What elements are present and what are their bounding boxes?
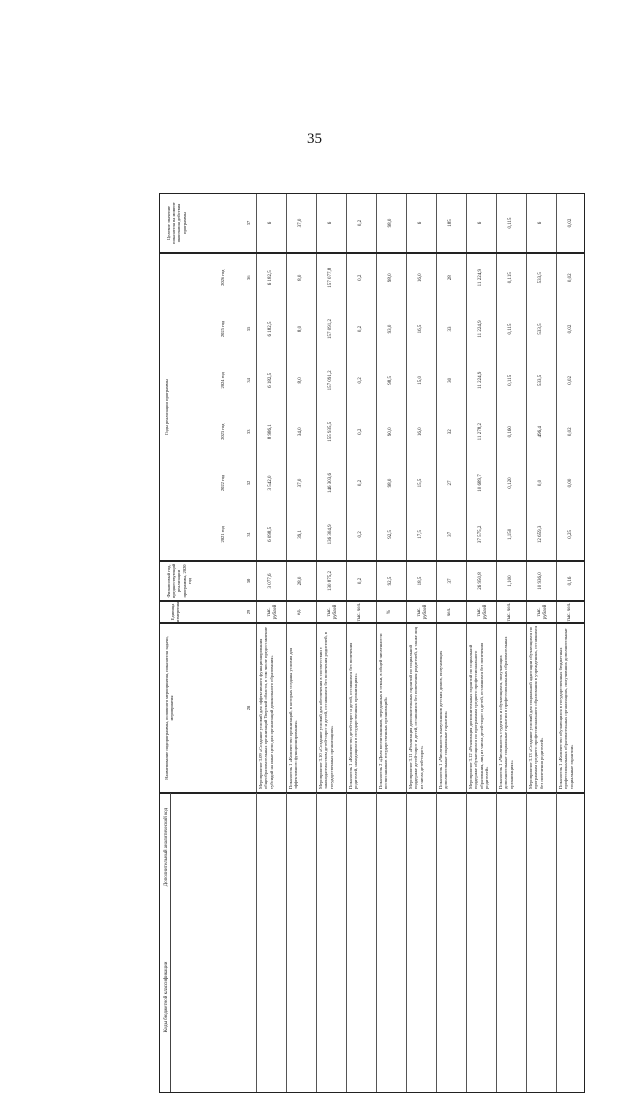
row-year-value: 37 575,2 — [478, 525, 483, 544]
row-divider — [286, 194, 287, 252]
row-divider — [466, 194, 467, 252]
year-header: 2021 год — [220, 526, 225, 543]
row-divider — [376, 624, 377, 792]
classification-row — [436, 792, 466, 1092]
classifier-extra-title: Дополнительный аналитический код — [164, 792, 171, 902]
row-divider — [466, 254, 467, 560]
row-divider — [376, 602, 377, 622]
row-year-value: 0,2 — [358, 531, 363, 538]
row-unit: ед. — [297, 609, 302, 615]
row-description: Показатель 1 «Количество организаций, в которых созданы условия для эффективного функционирования» — [288, 647, 299, 789]
row-year-value: 34,0 — [298, 427, 303, 437]
col-number: 30 — [246, 578, 251, 584]
row-description: Мероприятие 3.09 «Создание условий для эффективного функционирования общеобразовательных организаций Тверской области, в том числе предоставление субсидий на иные цели для организаций дошкольного образования» — [258, 626, 274, 789]
row-divider — [406, 562, 407, 600]
row-year-value: 8,0 — [298, 325, 303, 333]
row-year-value: 3 542,0 — [268, 475, 273, 491]
row-year-value: 0,02 — [568, 427, 573, 437]
row-year-value: 6 098,5 — [268, 526, 273, 542]
row-divider — [526, 602, 527, 622]
row-unit: чел. — [447, 607, 452, 617]
row-divider — [316, 254, 317, 560]
row-year-value: 157 091,2 — [328, 370, 333, 391]
row-divider — [556, 602, 557, 622]
row-year-value: 11 278,2 — [478, 423, 483, 441]
col-number: 32 — [246, 480, 251, 486]
row-year-value: 10 689,7 — [478, 474, 483, 492]
row-target-value: 6 — [268, 221, 273, 225]
row-divider — [256, 194, 257, 252]
row-year-value: 98,0 — [388, 478, 393, 488]
row-year-value: 15,0 — [418, 375, 423, 385]
unit-block — [159, 601, 585, 623]
row-divider — [496, 602, 497, 622]
row-year-value: 32 — [448, 429, 453, 435]
year-header: 2022 год — [220, 474, 225, 492]
row-year-value: 16,5 — [418, 324, 423, 334]
year-header: 2025 год — [220, 320, 225, 338]
row-year-value: 0,115 — [508, 323, 513, 335]
row-year-value: 533,5 — [538, 272, 543, 284]
row-year-value: 0,115 — [508, 374, 513, 386]
row-target-value: 6 — [538, 221, 543, 225]
row-divider — [316, 562, 317, 600]
classification-codes-block — [159, 793, 585, 1093]
col-number: 34 — [246, 378, 251, 383]
row-fin-value: 18,5 — [418, 576, 423, 586]
row-year-value: 0,2 — [358, 274, 363, 281]
row-year-value: 28 — [448, 275, 453, 281]
row-year-value: 0,25 — [568, 529, 573, 539]
classification-row — [376, 792, 406, 1092]
row-description: Мероприятие 3.11 «Реализация дополнительных гарантий по социальной поддержке детей-сирот и детей, оставшихся без попечения родителей, а также лиц из числа детей-сирот» — [408, 626, 424, 789]
col-number: 35 — [246, 326, 251, 332]
classification-row — [256, 792, 286, 1092]
row-divider — [436, 562, 437, 600]
row-divider — [406, 602, 407, 622]
row-divider — [436, 624, 437, 792]
row-year-value: 12 659,3 — [538, 525, 543, 544]
row-divider — [346, 562, 347, 600]
classification-row — [556, 792, 586, 1092]
row-year-value: 92,5 — [388, 529, 393, 539]
row-year-value: 146 303,6 — [328, 473, 333, 494]
classification-row — [466, 792, 496, 1092]
row-year-value: 0,160 — [508, 426, 513, 438]
row-unit: тыс. рублей — [477, 604, 488, 620]
row-target-value: 0,115 — [508, 217, 513, 229]
row-description: Мероприятие 3.12 «Реализация дополнительных гарантий по социальной поддержке обучающихся по программам среднего профессионального образования, лиц из числа детей-сирот и детей, оставшихся без попечения родителей» — [468, 642, 489, 789]
row-fin-value: 10 936,0 — [538, 572, 543, 590]
row-divider — [496, 194, 497, 252]
row-fin-value: 26 950,8 — [478, 572, 483, 590]
row-year-value: 8,0 — [298, 377, 303, 384]
row-divider — [406, 624, 407, 792]
col-number: 33 — [246, 429, 251, 434]
year-header: 2024 год — [220, 372, 225, 389]
row-year-value: 37,0 — [298, 478, 303, 488]
row-divider — [316, 602, 317, 622]
row-year-value: 93,0 — [388, 324, 393, 334]
row-year-value: 16,0 — [418, 427, 423, 437]
row-description: Мероприятие 3.10 «Создание условий для обеспечения в соответствии с законодательством детей-сирот и детей, оставшихся без попечения родителей, в государственных организациях» — [318, 631, 334, 789]
row-year-value: 33 — [448, 326, 453, 332]
row-divider — [466, 624, 467, 792]
row-year-value: 30 — [448, 377, 453, 383]
row-divider — [256, 254, 257, 560]
years-block — [159, 253, 585, 561]
year-header: 2023 год — [220, 423, 225, 440]
row-unit: тыс. рублей — [537, 604, 548, 620]
row-description: Показатель 1 «Количество обучающихся в государственных бюджетных профессиональных образовательных организациях, получивших дополнительные социальные гарантии» — [558, 628, 574, 789]
rotated-table — [159, 193, 585, 1093]
row-divider — [256, 624, 257, 792]
row-divider — [346, 602, 347, 622]
col-number: 37 — [246, 220, 251, 226]
row-year-value: 8,0 — [298, 274, 303, 281]
row-year-value: 136 304,9 — [328, 524, 333, 545]
row-year-value: 17,5 — [418, 529, 423, 539]
row-target-value: 6 — [418, 221, 423, 225]
row-unit: тыс. чел. — [357, 602, 362, 622]
page-number: 35 — [307, 131, 322, 147]
row-divider — [376, 194, 377, 252]
row-year-value: 0,02 — [568, 375, 573, 385]
row-divider — [286, 562, 287, 600]
row-year-value: 0,02 — [568, 273, 573, 283]
row-divider — [346, 254, 347, 560]
row-divider — [526, 562, 527, 600]
row-fin-value: 28,0 — [298, 576, 303, 586]
row-year-value: 11 224,9 — [478, 320, 483, 338]
row-divider — [376, 254, 377, 560]
row-unit: тыс. рублей — [417, 604, 428, 620]
row-divider — [466, 602, 467, 622]
row-year-value: 533,5 — [538, 323, 543, 335]
unit-header: Единица измерения — [170, 601, 181, 622]
row-divider — [316, 624, 317, 792]
row-divider — [286, 602, 287, 622]
row-fin-value: 130 875,2 — [328, 571, 333, 591]
row-year-value: 0,0 — [538, 479, 543, 487]
row-year-value: 0,00 — [568, 478, 573, 488]
year-header: 2026 год — [220, 269, 225, 286]
row-divider — [436, 194, 437, 252]
classification-row — [496, 792, 526, 1092]
classification-row — [286, 792, 316, 1092]
row-year-value: 90,0 — [388, 427, 393, 437]
row-year-value: 496,4 — [538, 426, 543, 438]
row-target-value: 0,2 — [358, 219, 363, 227]
row-divider — [556, 624, 557, 792]
row-unit: % — [387, 609, 392, 615]
row-year-value: 6 182,5 — [268, 321, 273, 337]
row-divider — [256, 562, 257, 600]
financial-year-block — [159, 561, 585, 601]
classification-header — [160, 792, 256, 1092]
classification-row — [346, 792, 376, 1092]
row-divider — [496, 562, 497, 600]
row-year-value: 533,5 — [538, 374, 543, 386]
row-divider — [346, 624, 347, 792]
row-year-value: 11 224,9 — [478, 371, 483, 389]
row-year-value: 0,02 — [568, 324, 573, 334]
row-divider — [556, 562, 557, 600]
row-divider — [466, 562, 467, 600]
row-year-value: 157 077,8 — [328, 267, 333, 288]
row-target-value: 37,0 — [298, 218, 303, 228]
row-fin-value: 0,2 — [358, 577, 363, 585]
row-divider — [526, 254, 527, 560]
financial-year-header: Финансовый год, предшествующий реализации программы, 2020 год — [166, 563, 192, 598]
row-unit: тыс. рублей — [267, 604, 278, 620]
row-year-value: 16,0 — [418, 273, 423, 283]
row-target-value: 185 — [448, 219, 453, 227]
row-fin-value: 92,5 — [388, 576, 393, 586]
col-number: 28 — [246, 705, 251, 711]
row-description: Показатель 1 «Количество детей-сирот и детей, оставшихся без попечения родителей, находящихся в государственных организациях» — [348, 642, 359, 789]
row-target-value: 6 — [328, 221, 333, 225]
row-year-value: 98,5 — [388, 375, 393, 385]
row-year-value: 0,2 — [358, 479, 363, 487]
col-number: 31 — [246, 532, 251, 537]
row-year-value: 0,2 — [358, 428, 363, 435]
row-description: Показатель 1 «Численность студентов и обучающихся, получающих дополнительные социальные гарантии в профессиональных образовательных организациях» — [498, 636, 514, 789]
row-description: Показатель 1 «Численность выпускников детских домов, получающих дополнительные социальные гарантии» — [438, 650, 449, 789]
row-divider — [496, 254, 497, 560]
row-divider — [556, 194, 557, 252]
row-year-value: 0,2 — [358, 377, 363, 384]
row-year-value: 157 091,2 — [328, 319, 333, 340]
row-divider — [526, 624, 527, 792]
row-unit: тыс. рублей — [327, 604, 338, 620]
row-year-value: 0,120 — [508, 477, 513, 489]
row-year-value: 6 182,5 — [268, 270, 273, 286]
row-year-value: 0,2 — [358, 325, 363, 333]
row-year-value: 1,150 — [508, 528, 513, 540]
row-fin-value: 0,16 — [568, 576, 573, 586]
description-header: Наименование подпрограммы, основного мероприятия, показателя задачи, мероприятия — [164, 636, 175, 780]
row-divider — [406, 194, 407, 252]
row-divider — [436, 602, 437, 622]
row-year-value: 37 — [448, 531, 453, 537]
row-divider — [556, 254, 557, 560]
col-number: 29 — [246, 609, 251, 615]
classification-row — [406, 792, 436, 1092]
row-divider — [286, 624, 287, 792]
row-fin-value: 37 — [448, 578, 453, 584]
row-divider — [406, 254, 407, 560]
row-year-value: 98,0 — [388, 273, 393, 283]
target-value-header: Целевое значение показателя на момент окончания действия программы — [166, 202, 187, 244]
row-description: Показатель 2 «Доля воспитанников, переданных в семьи, в общей численности воспитанников государственных организаций» — [378, 633, 389, 789]
col-number: 36 — [246, 275, 251, 280]
row-fin-value: 3 077,6 — [268, 573, 273, 589]
row-divider — [346, 194, 347, 252]
row-divider — [496, 624, 497, 792]
row-target-value: 6 — [478, 221, 483, 225]
row-divider — [316, 194, 317, 252]
classification-row — [526, 792, 556, 1092]
row-description: Мероприятие 3.13 «Создание условий для социальной адаптации обучающихся по программам среднего профессионального образования в учреждениях, оставшихся без попечения родителей» — [528, 625, 544, 789]
row-year-value: 27 — [448, 480, 453, 486]
row-year-value: 8 986,1 — [268, 424, 273, 440]
row-year-value: 0,115 — [508, 272, 513, 284]
description-block — [159, 623, 585, 793]
row-divider — [436, 254, 437, 560]
row-divider — [376, 562, 377, 600]
row-unit: тыс. чел. — [567, 602, 572, 622]
years-header: Годы реализации программы — [164, 379, 169, 435]
row-divider — [526, 194, 527, 252]
row-year-value: 155 935,5 — [328, 421, 333, 442]
row-divider — [286, 254, 287, 560]
row-target-value: 98,0 — [388, 218, 393, 228]
classification-row — [316, 792, 346, 1092]
row-year-value: 39,1 — [298, 529, 303, 539]
row-year-value: 11 224,9 — [478, 269, 483, 287]
row-divider — [256, 602, 257, 622]
row-fin-value: 1,100 — [508, 575, 513, 587]
classifier-title: Коды бюджетной классификации — [164, 902, 171, 1092]
row-unit: тыс. чел. — [507, 602, 512, 622]
row-target-value: 0,02 — [568, 218, 573, 228]
row-year-value: 15,5 — [418, 478, 423, 488]
target-value-block — [159, 193, 585, 253]
row-year-value: 6 182,5 — [268, 372, 273, 388]
